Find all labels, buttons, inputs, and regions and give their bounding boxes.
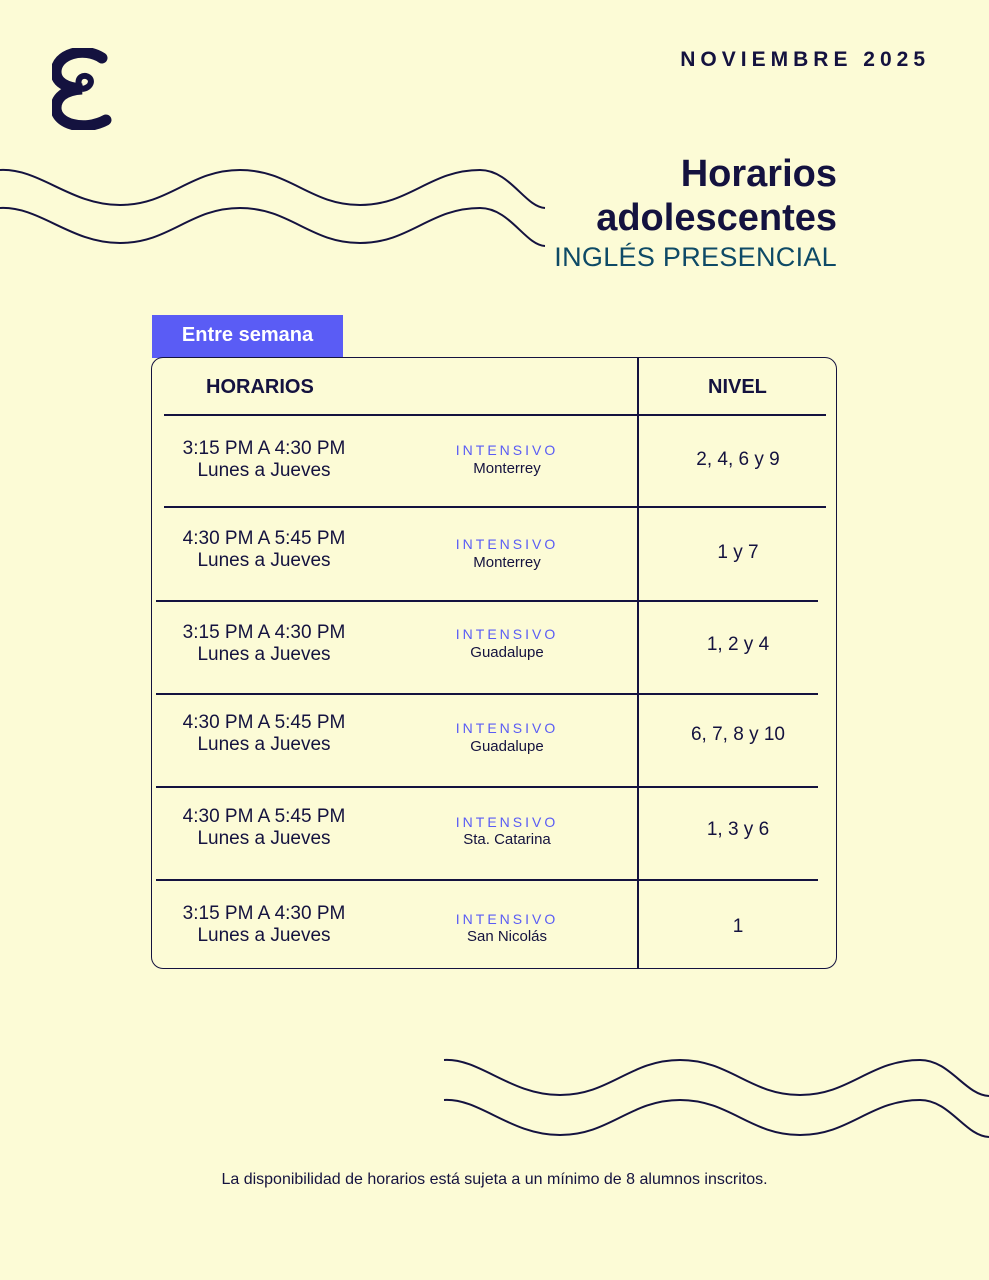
row-divider xyxy=(164,414,826,416)
level-value: 6, 7, 8 y 10 xyxy=(690,724,785,745)
days-text: Lunes a Jueves xyxy=(197,828,331,849)
time-range xyxy=(164,903,364,947)
campus-label: Sta. Catarina xyxy=(463,831,551,848)
days-text: Lunes a Jueves xyxy=(197,925,331,946)
mode-label: INTENSIVO xyxy=(455,814,559,830)
column-header-horarios: HORARIOS xyxy=(206,376,314,398)
title-line-2: adolescentes xyxy=(596,197,837,239)
page-subtitle: INGLÉS PRESENCIAL xyxy=(554,242,837,272)
decorative-waves-bottom xyxy=(440,1050,989,1150)
mode-label: INTENSIVO xyxy=(455,442,559,458)
campus-label: Monterrey xyxy=(473,460,541,477)
time-range xyxy=(164,622,364,666)
time-range xyxy=(164,712,364,756)
days-text: Lunes a Jueves xyxy=(197,644,331,665)
campus-label: Guadalupe xyxy=(470,738,544,755)
time-text: 3:15 PM A 4:30 PM xyxy=(182,438,346,459)
time-range xyxy=(164,806,364,850)
title-line-1: Horarios xyxy=(680,153,837,195)
row-divider xyxy=(156,600,818,602)
time-range xyxy=(164,438,364,482)
campus-label: Guadalupe xyxy=(470,644,544,661)
decorative-waves-top xyxy=(0,160,550,260)
time-range xyxy=(164,528,364,572)
level-value: 1, 3 y 6 xyxy=(706,819,770,840)
brand-logo-icon xyxy=(52,48,112,130)
schedule-table xyxy=(151,357,837,969)
date-label: NOVIEMBRE 2025 xyxy=(680,48,930,71)
days-text: Lunes a Jueves xyxy=(197,734,331,755)
level-value: 1 y 7 xyxy=(717,542,759,563)
time-text: 4:30 PM A 5:45 PM xyxy=(182,806,346,827)
row-divider xyxy=(156,693,818,695)
tab-entre-semana[interactable]: Entre semana xyxy=(152,315,343,358)
row-divider xyxy=(156,879,818,881)
column-header-nivel: NIVEL xyxy=(708,376,767,398)
page-title xyxy=(596,152,837,240)
row-divider xyxy=(164,506,826,508)
time-text: 3:15 PM A 4:30 PM xyxy=(182,903,346,924)
mode-label: INTENSIVO xyxy=(455,626,559,642)
level-value: 2, 4, 6 y 9 xyxy=(696,449,780,470)
mode-label: INTENSIVO xyxy=(455,911,559,927)
time-text: 3:15 PM A 4:30 PM xyxy=(182,622,346,643)
days-text: Lunes a Jueves xyxy=(197,460,331,481)
campus-label: San Nicolás xyxy=(466,928,548,945)
campus-label: Monterrey xyxy=(473,554,541,571)
days-text: Lunes a Jueves xyxy=(197,550,331,571)
level-value: 1 xyxy=(732,916,744,937)
level-value: 1, 2 y 4 xyxy=(706,634,770,655)
row-divider xyxy=(156,786,818,788)
mode-label: INTENSIVO xyxy=(455,720,559,736)
time-text: 4:30 PM A 5:45 PM xyxy=(182,528,346,549)
time-text: 4:30 PM A 5:45 PM xyxy=(182,712,346,733)
mode-label: INTENSIVO xyxy=(455,536,559,552)
footnote: La disponibilidad de horarios está sujeta a un mínimo de 8 alumnos inscritos. xyxy=(221,1171,768,1188)
